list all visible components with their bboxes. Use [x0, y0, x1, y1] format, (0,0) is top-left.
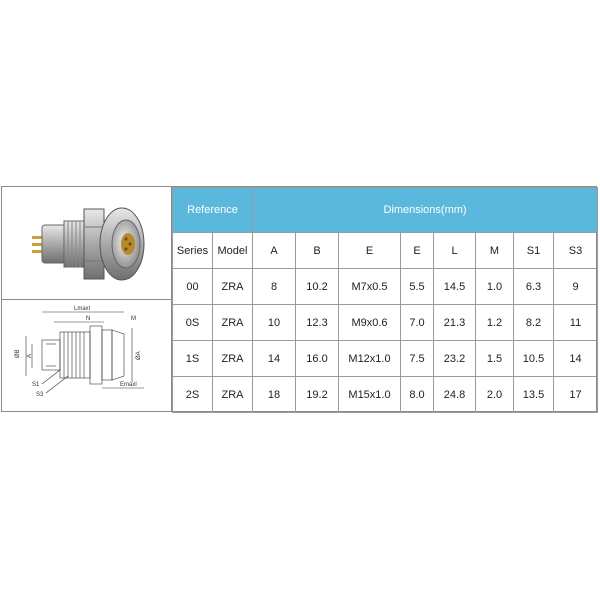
- label-s1: S1: [32, 382, 40, 388]
- dimensions-header: Dimensions(mm): [253, 188, 598, 233]
- image-panel: [2, 187, 172, 411]
- cell: 8.2: [514, 305, 554, 341]
- cell: 10.5: [514, 341, 554, 377]
- cell: 14.5: [434, 269, 476, 305]
- col-e-thread: E: [339, 233, 401, 269]
- cell: 1S: [173, 341, 213, 377]
- col-l: L: [434, 233, 476, 269]
- col-a: A: [253, 233, 296, 269]
- col-series: Series: [173, 233, 213, 269]
- reference-header: Reference: [173, 188, 253, 233]
- cell: 0S: [173, 305, 213, 341]
- cell: 23.2: [434, 341, 476, 377]
- label-m: M: [131, 316, 136, 322]
- cell: 2.0: [476, 377, 514, 413]
- table-row: [173, 341, 598, 377]
- col-e: E: [401, 233, 434, 269]
- cell: 18: [253, 377, 296, 413]
- cell: 21.3: [434, 305, 476, 341]
- cell: 19.2: [296, 377, 339, 413]
- label-emax: Emaxl: [120, 382, 137, 388]
- table-row: [173, 305, 598, 341]
- col-s3: S3: [554, 233, 598, 269]
- cell: 14: [554, 341, 598, 377]
- cell: ZRA: [213, 377, 253, 413]
- cell: M12x1.0: [339, 341, 401, 377]
- label-a-left: A: [27, 353, 33, 358]
- cell: 16.0: [296, 341, 339, 377]
- cell: 24.8: [434, 377, 476, 413]
- technical-drawing: [2, 300, 171, 411]
- cell: 7.5: [401, 341, 434, 377]
- cell: 1.2: [476, 305, 514, 341]
- table-row: [173, 377, 598, 413]
- cell: 1.0: [476, 269, 514, 305]
- col-s1: S1: [514, 233, 554, 269]
- cell: 5.5: [401, 269, 434, 305]
- cell: 9: [554, 269, 598, 305]
- spec-sheet: [1, 186, 597, 412]
- cell: 14: [253, 341, 296, 377]
- cell: 2S: [173, 377, 213, 413]
- table-row: [173, 269, 598, 305]
- col-m: M: [476, 233, 514, 269]
- cell: 1.5: [476, 341, 514, 377]
- cell: 12.3: [296, 305, 339, 341]
- column-header-row: [173, 233, 598, 269]
- cell: M7x0.5: [339, 269, 401, 305]
- cell: ZRA: [213, 305, 253, 341]
- cell: M9x0.6: [339, 305, 401, 341]
- connector-photo: [2, 187, 171, 300]
- cell: 8: [253, 269, 296, 305]
- label-lmax: Lmaxl: [74, 306, 91, 312]
- label-s3: S3: [36, 392, 44, 398]
- cell: 8.0: [401, 377, 434, 413]
- cell: 11: [554, 305, 598, 341]
- cell: ZRA: [213, 269, 253, 305]
- label-n: N: [86, 316, 91, 322]
- cell: 13.5: [514, 377, 554, 413]
- cell: 10: [253, 305, 296, 341]
- label-b: ØB: [15, 349, 21, 358]
- col-b: B: [296, 233, 339, 269]
- label-a: ØA: [136, 351, 142, 360]
- col-model: Model: [213, 233, 253, 269]
- connector-photo-image: [2, 187, 171, 300]
- cell: ZRA: [213, 341, 253, 377]
- cell: 17: [554, 377, 598, 413]
- cell: 10.2: [296, 269, 339, 305]
- cell: 00: [173, 269, 213, 305]
- dimensions-table: [172, 187, 598, 413]
- cell: 6.3: [514, 269, 554, 305]
- cell: M15x1.0: [339, 377, 401, 413]
- cell: 7.0: [401, 305, 434, 341]
